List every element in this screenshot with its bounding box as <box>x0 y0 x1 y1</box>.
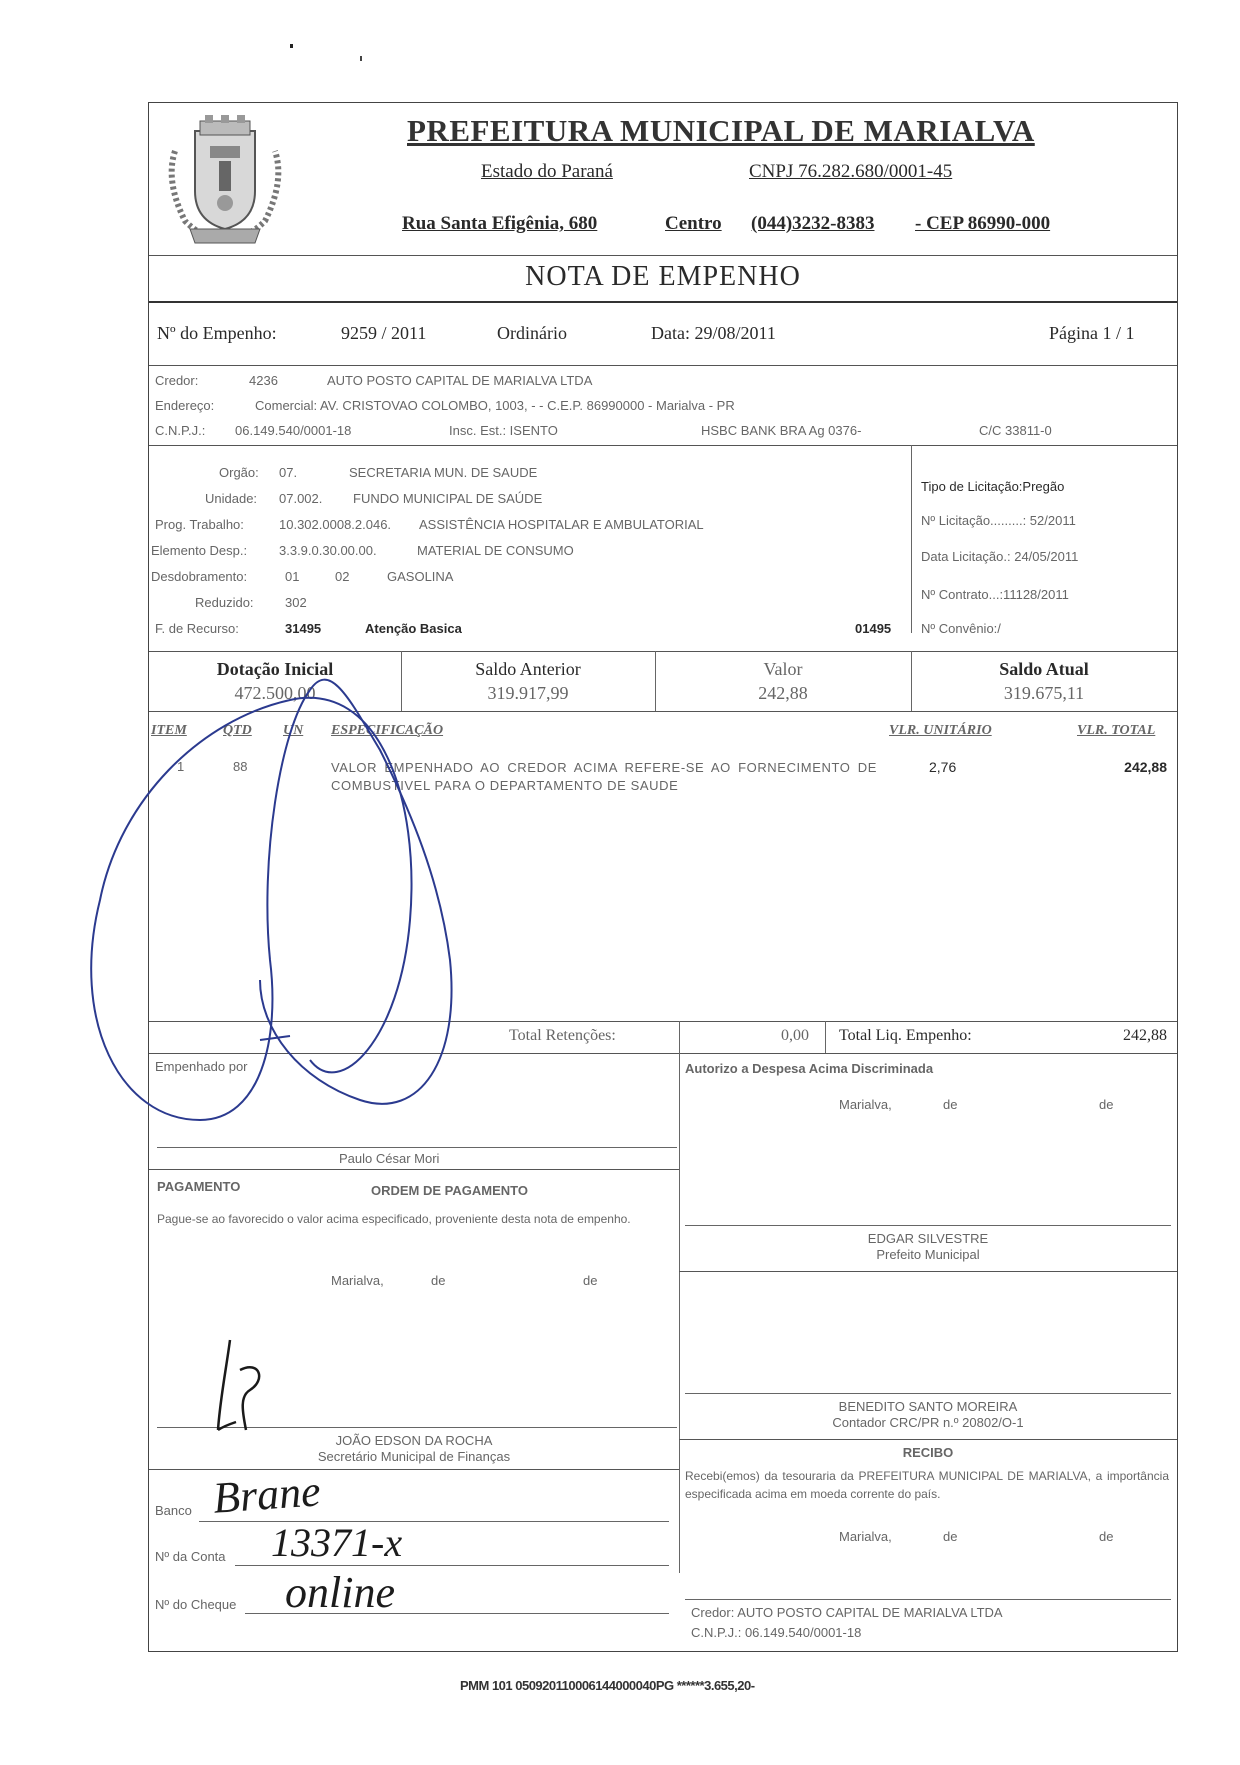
recibo-title: RECIBO <box>902 1445 954 1460</box>
liquido-value: 242,88 <box>1123 1027 1167 1044</box>
cheque-label: Nº do Cheque <box>155 1597 237 1612</box>
licitacao-tipo: Tipo de Licitação:Pregão <box>921 479 1065 494</box>
reduzido-value: 302 <box>285 595 307 610</box>
prog-label: Prog. Trabalho: <box>155 517 244 532</box>
dotacao-value: 472.500,00 <box>234 683 316 703</box>
secretario-role: Secretário Municipal de Finanças <box>317 1449 511 1464</box>
elemento-name: MATERIAL DE CONSUMO <box>417 543 574 558</box>
empenhado-por-label: Empenhado por <box>155 1059 248 1074</box>
elemento-code: 3.3.9.0.30.00.00. <box>279 543 377 558</box>
credor-account: C/C 33811-0 <box>979 423 1052 438</box>
saldo-atual-value: 319.675,11 <box>1003 683 1085 703</box>
retencoes-label: Total Retenções: <box>509 1027 616 1044</box>
reduzido-label: Reduzido: <box>195 595 254 610</box>
autorizo-de-1: de <box>943 1097 958 1112</box>
unidade-code: 07.002. <box>279 491 323 506</box>
prefeitura-title: PREFEITURA MUNICIPAL DE MARIALVA <box>407 113 1035 148</box>
banco-handwritten: Brane <box>211 1466 323 1523</box>
saldo-anterior-value: 319.917,99 <box>487 683 569 703</box>
scan-speck <box>290 44 293 48</box>
recurso-label: F. de Recurso: <box>155 621 239 636</box>
prefeito-name: EDGAR SILVESTRE <box>867 1231 989 1246</box>
pagamento-label: PAGAMENTO <box>157 1179 241 1194</box>
col-especificacao: ESPECIFICAÇÃO <box>331 723 444 738</box>
convenio-numero: Nº Convênio:/ <box>921 621 1001 636</box>
prefeitura-cnpj: CNPJ 76.282.680/0001-45 <box>749 161 953 182</box>
municipal-crest-icon <box>155 111 295 251</box>
recibo-cnpj: C.N.P.J.: 06.149.540/0001-18 <box>691 1625 862 1640</box>
desdobramento-label: Desdobramento: <box>151 569 248 584</box>
col-vlr-unitario: VLR. UNITÁRIO <box>889 723 992 738</box>
recurso-code-2: 01495 <box>855 621 892 636</box>
credor-insc: Insc. Est.: ISENTO <box>449 423 558 438</box>
pagamento-de-2: de <box>583 1273 598 1288</box>
unidade-label: Unidade: <box>205 491 258 506</box>
empenho-type: Ordinário <box>497 323 567 343</box>
recibo-de-1: de <box>943 1529 958 1544</box>
recibo-de-2: de <box>1099 1529 1114 1544</box>
empenho-label: Nº do Empenho: <box>157 323 277 343</box>
cep: - CEP 86990-000 <box>915 213 1051 234</box>
dotacao-label: Dotação Inicial <box>216 659 334 679</box>
recurso-name: Atenção Basica <box>365 621 462 636</box>
autorizo-de-2: de <box>1099 1097 1114 1112</box>
autorizo-title: Autorizo a Despesa Acima Discriminada <box>685 1061 934 1076</box>
prog-code: 10.302.0008.2.046. <box>279 517 392 532</box>
recibo-credor: Credor: AUTO POSTO CAPITAL DE MARIALVA LTDA <box>691 1605 1003 1620</box>
empenho-number: 9259 / 2011 <box>341 323 427 343</box>
licitacao-numero: Nº Licitação.........: 52/2011 <box>921 513 1076 528</box>
recibo-text: Recebi(emos) da tesouraria da PREFEITURA MUNICIPAL DE MARIALVA, a importância especificada acima em moeda corrente do país. <box>685 1469 1169 1501</box>
conta-handwritten: 13371-x <box>271 1520 403 1565</box>
banco-label: Banco <box>155 1503 192 1518</box>
liquido-label: Total Liq. Empenho: <box>839 1027 972 1044</box>
contador-role: Contador CRC/PR n.º 20802/O-1 <box>832 1415 1024 1430</box>
saldo-atual-label: Saldo Atual <box>999 659 1089 679</box>
signature-mark <box>200 1330 280 1440</box>
cheque-handwritten: online <box>285 1568 395 1617</box>
pagamento-text: Pague-se ao favorecido o valor acima especificado, proveniente desta nota de empenho. <box>157 1212 631 1226</box>
orgao-code: 07. <box>279 465 298 480</box>
contrato-numero: Nº Contrato...:11128/2011 <box>921 587 1069 602</box>
contador-name: BENEDITO SANTO MOREIRA <box>838 1399 1018 1414</box>
col-item: ITEM <box>151 723 187 738</box>
pagamento-de-1: de <box>431 1273 446 1288</box>
conta-label: Nº da Conta <box>155 1549 226 1564</box>
credor-name: AUTO POSTO CAPITAL DE MARIALVA LTDA <box>327 373 593 388</box>
col-vlr-total: VLR. TOTAL <box>1077 723 1156 738</box>
desdobramento-2: 02 <box>335 569 350 584</box>
recibo-place: Marialva, <box>839 1529 892 1544</box>
autorizo-place: Marialva, <box>839 1097 892 1112</box>
district: Centro <box>665 213 722 234</box>
credor-label: Credor: <box>155 373 199 388</box>
valor-label: Valor <box>763 659 803 679</box>
valor-value: 242,88 <box>758 683 808 703</box>
item-number: 1 <box>177 759 185 774</box>
footer-code: PMM 101 050920110006144000040PG ******3.655,20- <box>460 1678 755 1693</box>
prefeito-role: Prefeito Municipal <box>876 1247 980 1262</box>
desdobramento-1: 01 <box>285 569 300 584</box>
item-unit-price: 2,76 <box>929 759 957 775</box>
elemento-label: Elemento Desp.: <box>151 543 248 558</box>
retencoes-value: 0,00 <box>781 1027 809 1044</box>
signature-loops <box>80 600 500 1180</box>
item-qtd: 88 <box>233 759 248 774</box>
recurso-code: 31495 <box>285 621 322 636</box>
saldo-anterior-label: Saldo Anterior <box>475 659 581 679</box>
orgao-name: SECRETARIA MUN. DE SAUDE <box>349 465 538 480</box>
state-name: Estado do Paraná <box>481 161 613 182</box>
desdobramento-name: GASOLINA <box>387 569 454 584</box>
secretario-name: JOÃO EDSON DA ROCHA <box>335 1433 493 1448</box>
credor-address: Comercial: AV. CRISTOVAO COLOMBO, 1003, - - C.E.P. 86990000 - Marialva - PR <box>255 398 735 413</box>
credor-bank: HSBC BANK BRA Ag 0376- <box>701 423 862 438</box>
street-address: Rua Santa Efigênia, 680 <box>402 213 598 234</box>
licitacao-data: Data Licitação.: 24/05/2011 <box>921 549 1079 564</box>
phone: (044)3232-8383 <box>751 213 875 234</box>
ordem-pagamento-label: ORDEM DE PAGAMENTO <box>371 1183 528 1198</box>
orgao-label: Orgão: <box>219 465 259 480</box>
page-number: Página 1 / 1 <box>1049 323 1135 343</box>
credor-code: 4236 <box>249 373 278 388</box>
item-spec: VALOR EMPENHADO AO CREDOR ACIMA REFERE-SE AO FORNECIMENTO DE COMBUSTIVEL PARA O DEPARTAMENTO DE SAUDE <box>331 760 877 793</box>
pagamento-place: Marialva, <box>331 1273 384 1288</box>
item-total: 242,88 <box>1124 759 1167 775</box>
col-un: UN <box>283 723 304 738</box>
unidade-name: FUNDO MUNICIPAL DE SAÚDE <box>353 491 543 506</box>
scan-speck <box>360 56 362 61</box>
credor-cnpj: 06.149.540/0001-18 <box>235 423 352 438</box>
col-qtd: QTD <box>223 723 252 738</box>
prog-name: ASSISTÊNCIA HOSPITALAR E AMBULATORIAL <box>419 517 704 532</box>
doc-title: NOTA DE EMPENHO <box>525 261 801 292</box>
credor-address-label: Endereço: <box>155 398 215 413</box>
credor-cnpj-label: C.N.P.J.: <box>155 423 206 438</box>
empenho-date: Data: 29/08/2011 <box>651 323 776 343</box>
empenhado-por-name: Paulo César Mori <box>339 1151 440 1166</box>
